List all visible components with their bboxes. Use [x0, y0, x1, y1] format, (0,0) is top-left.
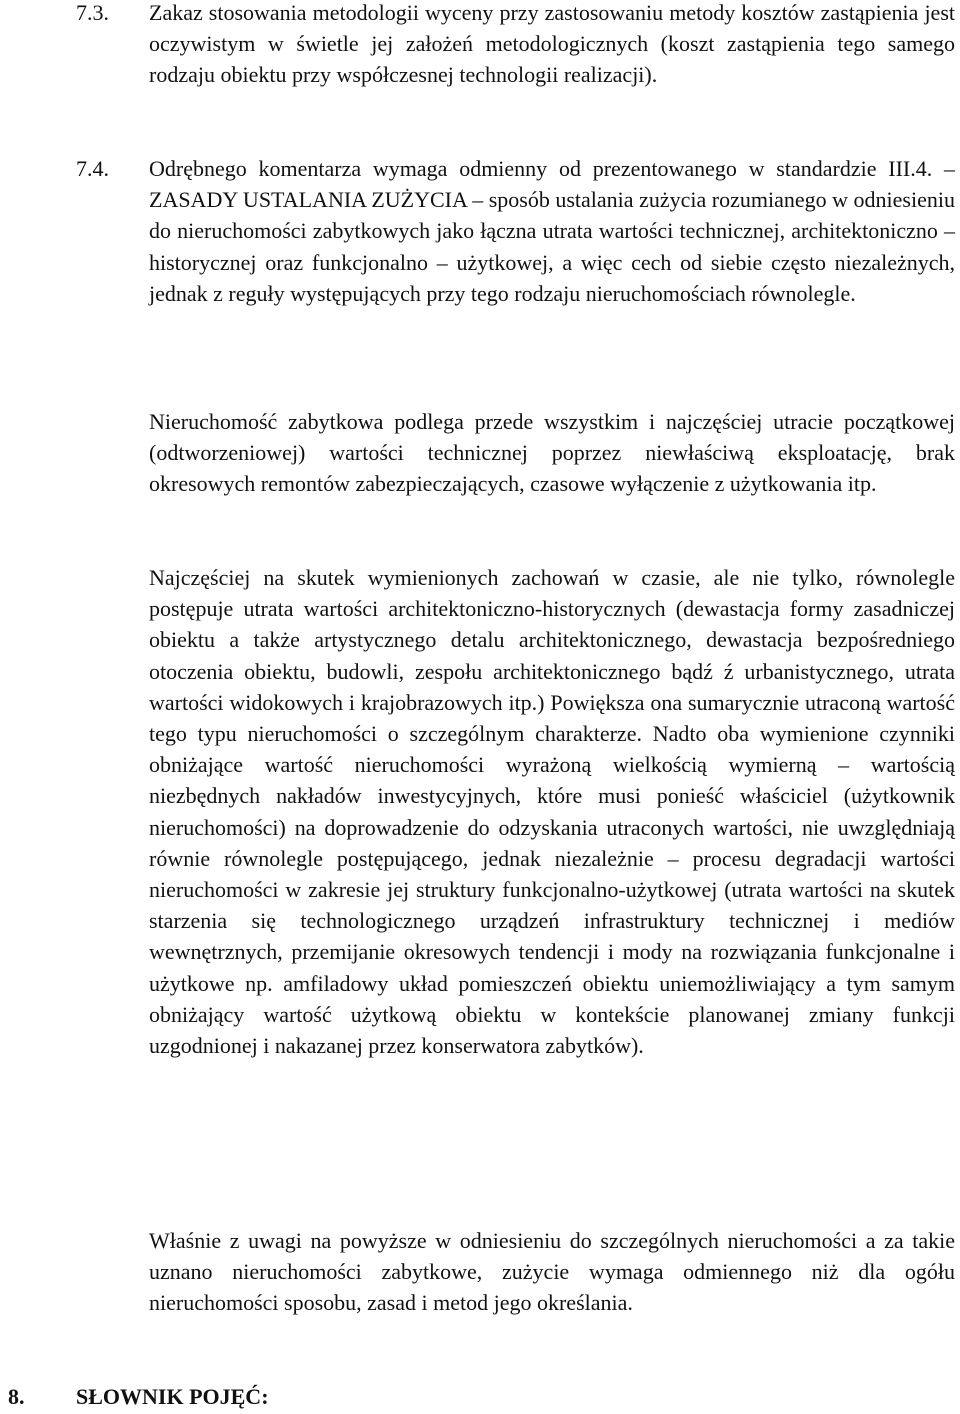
- heading-number: 8.: [8, 1384, 25, 1409]
- section-text: Zakaz stosowania metodologii wyceny przy zastosowaniu metody kosztów zastąpienia jest oczywistym w świetle jej założeń metodologicznych (koszt zastąpienia tego samego rodzaju obiektu przy współczesnej technologii realizacji).: [149, 0, 955, 88]
- paragraph-2: Najczęściej na skutek wymienionych zachowań w czasie, ale nie tylko, równolegle postępuje utrata wartości architektoniczno-historycznych (dewastacja formy zasadniczej obiektu a także artystycznego detalu architektonicznego, dewastacja bezpośredniego otoczenia obiektu, budowli, zespołu architektonicznego bądź ź urbanistycznego, utrata wartości widokowych i krajobrazowych itp.) Powiększa ona sumarycznie utraconą wartość tego typu nieruchomości o szczególnym charakterze. Nadto oba wymienione czynniki obniżające wartość nieruchomości wyrażoną wielkością wymierną – wartością niezbędnych nakładów inwestycyjnych, które musi ponieść właściciel (użytkownik nieruchomości) na doprowadzenie do odzyskania utraconych wartości, nie uwzględniają równie równolegle postępującego, jednak niezależnie – procesu degradacji wartości nieruchomości w zakresie jej struktury funkcjonalno-użytkowej (utrata wartości na skutek starzenia się technologicznego urządzeń infrastruktury technicznej i mediów wewnętrznych, przemijanie okresowych tendencji i mody na rozwiązania funkcjonalne i użytkowe np. amfiladowy układ pomieszczeń obiektu uniemożliwiający a tym samym obniżający wartość użytkową obiektu w kontekście planowanej zmiany funkcji uzgodnionej i nakazanej przez konserwatora zabytków).: [149, 565, 955, 1059]
- section-number: 7.4.: [76, 156, 109, 181]
- section-text: Odrębnego komentarza wymaga odmienny od prezentowanego w standardzie III.4. – ZASADY USTALANIA ZUŻYCIA – sposób ustalania zużycia rozumianego w odniesieniu do nieruchomości zabytkowych jako łączna utrata wartości technicznej, architektoniczno – historycznej oraz funkcjonalno – użytkowej, a więc cech od siebie często niezależnych, jednak z reguły występujących przy tego rodzaju nieruchomościach równolegle.: [149, 156, 955, 306]
- heading-title: SŁOWNIK POJĘĆ:: [76, 1384, 269, 1409]
- section-number: 7.3.: [76, 0, 109, 25]
- paragraph-1: Nieruchomość zabytkowa podlega przede wszystkim i najczęściej utracie początkowej (odtworzeniowej) wartości technicznej poprzez niewłaściwą eksploatację, brak okresowych remontów zabezpieczających, czasowe wyłączenie z użytkowania itp.: [149, 409, 955, 497]
- paragraph-3: Właśnie z uwagi na powyższe w odniesieniu do szczególnych nieruchomości a za takie uznano nieruchomości zabytkowe, zużycie wymaga odmiennego niż dla ogółu nieruchomości sposobu, zasad i metod jego określania.: [149, 1228, 955, 1316]
